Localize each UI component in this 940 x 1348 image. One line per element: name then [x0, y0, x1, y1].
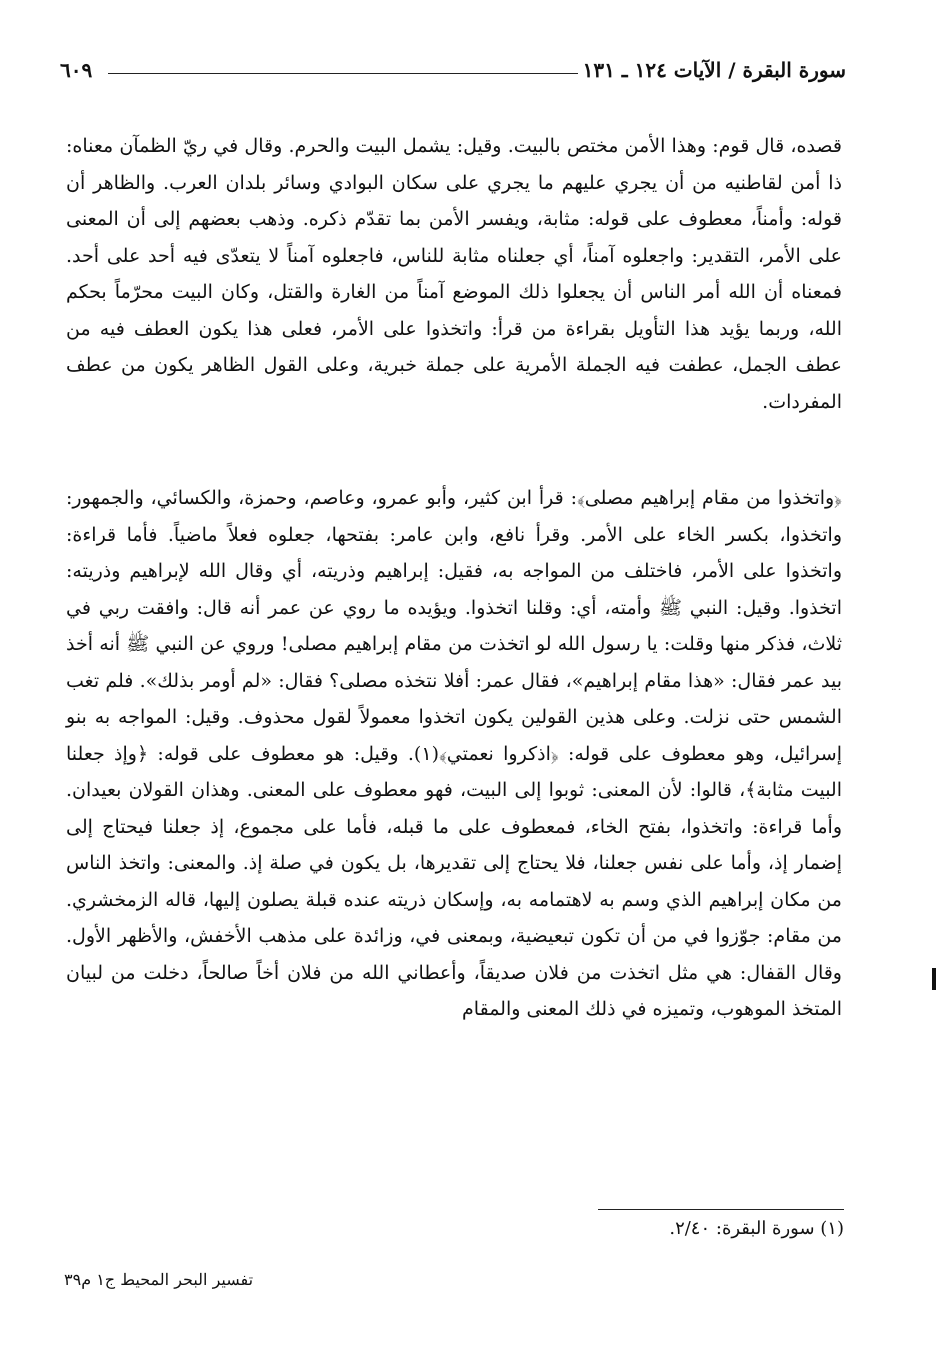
scan-edge-mark — [932, 968, 936, 990]
page-number: ٦٠٩ — [60, 58, 93, 82]
running-header — [60, 58, 846, 88]
footnote: (١) سورة البقرة: ٢/٤٠. — [669, 1218, 844, 1239]
header-rule — [108, 73, 578, 74]
running-title: سورة البقرة / الآيات ١٢٤ ـ ١٣١ — [582, 58, 846, 82]
paragraph-2: ﴿واتخذوا من مقام إبراهيم مصلى﴾: قرأ ابن كثير، وأبو عمرو، وعاصم، وحمزة، والكسائي، والجمهور: واتخذوا، بكسر الخاء على الأمر. وقرأ نافع، وابن عامر: بفتحها، جعلوه فعلاً ماضياً. فأما قراءة: واتخذوا على الأمر، فاختلف من المواجه به، فقيل: إبراهيم وذريته، أي وقال الله لإبراهيم وذريته: اتخذوا. وقيل: النبي ﷺ وأمته، أي: وقلنا اتخذوا. ويؤيده ما روي عن عمر أنه قال: وافقت ربي في ثلاث، فذكر منها وقلت: يا رسول الله لو اتخذت من مقام إبراهيم مصلى! وروي عن النبي ﷺ أنه أخذ بيد عمر فقال: «هذا مقام إبراهيم»، فقال عمر: أفلا نتخذه مصلى؟ فقال: «لم أومر بذلك». فلم تغب الشمس حتى نزلت. وعلى هذين القولين يكون اتخذوا معمولاً لقول محذوف. وقيل: المواجه به بنو إسرائيل، وهو معطوف على قوله: ﴿اذكروا نعمتي﴾(١). وقيل: هو معطوف على قوله: ﴿وإذ جعلنا البيت مثابة﴾، قالوا: لأن المعنى: ثوبوا إلى البيت، فهو معطوف على المعنى. وهذان القولان بعيدان. وأما قراءة: واتخذوا، بفتح الخاء، فمعطوف على ما قبله، فأما على مجموع، إذ جعلنا فيحتاج إلى إضمار إذ، وأما على نفس جعلنا، فلا يحتاج إلى تقديرها، بل يكون في صلة إذ. والمعنى: واتخذ الناس من مكان إبراهيم الذي وسم به لاهتمامه به، وإسكان ذريته عنده قبلة يصلون إليها، قاله الزمخشري. من مقام: جوّزوا في من أن تكون تبعيضية، وبمعنى في، وزائدة على مذهب الأخفش، والأظهر الأول. وقال القفال: هي مثل اتخذت من فلان صديقاً، وأعطاني الله من فلان أخاً صالحاً، دخلت من لبيان المتخذ الموهوب، وتميزه في ذلك المعنى والمقام — [66, 487, 843, 1020]
paragraph-1: قصده، قال قوم: وهذا الأمن مختص بالبيت. وقيل: يشمل البيت والحرم. وقال في ريّ الظمآن معناه: ذا أمن لقاطنيه من أن يجري عليهم ما يجري على سكان البوادي وسائر بلدان العرب. والظاهر أن قوله: وأمناً، معطوف على قوله: مثابة، ويفسر الأمن بما تقدّم ذكره. وذهب بعضهم إلى أن المعنى على الأمر، التقدير: واجعلوه آمناً، أي جعلناه مثابة للناس، فاجعلوه آمناً لا يتعدّى فيه أحد على أحد. فمعناه أن الله أمر الناس أن يجعلوا ذلك الموضع آمناً من الغارة والقتل، وكان البيت محرّماً بحكم الله، وربما يؤيد هذا التأويل بقراءة من قرأ: واتخذوا على الأمر، فعلى هذا يكون العطف فيه من عطف الجمل، عطفت فيه الجملة الأمرية على جملة خبرية، وعلى القول الظاهر يكون من عطف المفردات. — [66, 135, 842, 413]
signature-mark: تفسير البحر المحيط ج١ م٣٩ — [64, 1270, 254, 1289]
footnote-rule — [598, 1209, 844, 1210]
